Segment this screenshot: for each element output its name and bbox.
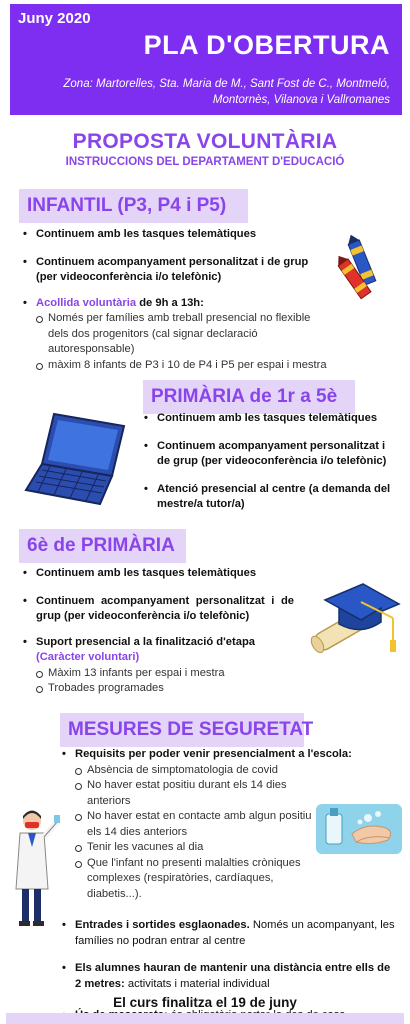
primaria-item-1: • Continuem amb les tasques telemàtiques — [143, 411, 400, 427]
graduation-cap-icon — [305, 574, 403, 660]
primaria-item-3: • Atenció presencial al centre (a demanda del mestre/a tutor/a) — [143, 482, 400, 513]
infantil-acollida-hours: de 9h a 13h: — [136, 296, 204, 309]
crayons-icon — [336, 233, 388, 303]
header-title: PLA D'OBERTURA — [143, 30, 390, 60]
seguretat-entrades: Entrades i sortides esglaonades. — [75, 919, 250, 931]
infantil-acollida: Acollida voluntària — [36, 296, 137, 309]
section-heading-sisena: 6è de PRIMÀRIA — [19, 529, 186, 563]
header-zone-line1: Zona: Martorelles, Sta. Maria de M., Sant Fost de C., Montmeló, — [63, 78, 390, 90]
header-banner — [10, 4, 402, 115]
header-zone-line2: Montornès, Vilanova i Vallromanes — [212, 94, 390, 106]
doctor-icon — [10, 807, 62, 929]
seguretat-distancia-rest: activitats i material individual — [124, 977, 270, 990]
seguretat-sub-3: No haver estat en contacte amb algun positiu els 14 dies anteriors — [75, 809, 315, 840]
infantil-item-3 — [22, 296, 328, 312]
sisena-voluntari: (Caràcter voluntari) — [36, 651, 140, 663]
header-zone — [40, 76, 390, 108]
seguretat-entrades-rest: Només un acompanyant, les famílies no podran entrar al centre — [75, 919, 395, 947]
intro-title: PROPOSTA VOLUNTÀRIA — [72, 130, 338, 153]
infantil-item-1: • Continuem amb les tasques telemàtiques — [22, 227, 328, 243]
seguretat-sub-5: Que l'infant no presenti malalties cròniques complexes (respiratòries, cardíaques, diabetis...). — [75, 856, 315, 903]
infantil-item-2: • Continuem acompanyament personalitzat i de grup (per videoconferència i/o telefònic) — [22, 255, 328, 286]
section-heading-infantil: INFANTIL (P3, P4 i P5) — [19, 189, 248, 223]
seguretat-item-2 — [61, 918, 397, 949]
seguretat-list — [61, 747, 397, 1024]
handwash-icon — [316, 804, 402, 854]
seguretat-distancia: Els alumnes hauran de mantenir una distància entre ells de 2 metres: — [75, 962, 391, 990]
infantil-sub-1: Només per famílies amb treball presencial no flexible dels dos progenitors (cal signar declaració autoresponsable) — [36, 311, 328, 358]
section-heading-primaria: PRIMÀRIA de 1r a 5è — [143, 380, 355, 414]
seguretat-sub-2: No haver estat positiu durant els 14 dies anteriors — [75, 778, 315, 809]
sisena-sub-1: Màxim 13 infants per espai i mestra — [36, 666, 294, 682]
footer-note: El curs finalitza el 19 de juny — [113, 995, 297, 1010]
sisena-suport: Suport presencial a la finalització d'etapa — [36, 635, 256, 648]
sisena-item-1: • Continuem amb les tasques telemàtiques — [22, 566, 294, 582]
seguretat-item-3 — [61, 961, 397, 992]
infantil-sub-2: màxim 8 infants de P3 i 10 de P4 i P5 per espai i mestra — [36, 358, 328, 374]
sisena-sub-2: Trobades programades — [36, 681, 294, 697]
laptop-icon — [20, 408, 132, 508]
infantil-list — [22, 227, 328, 373]
sisena-item-2: • Continuem acompanyament personalitzat i de grup (per videoconferència i/o telefònic) — [22, 594, 294, 625]
sisena-item-3 — [22, 635, 294, 666]
section-heading-seguretat: MESURES DE SEGURETAT — [60, 713, 304, 747]
sisena-list — [22, 566, 294, 697]
seguretat-item-1: • Requisits per poder venir presencialment a l'escola: — [61, 747, 397, 763]
header-date: Juny 2020 — [18, 10, 91, 27]
primaria-list — [143, 411, 400, 513]
seguretat-sub-1: Absència de simptomatologia de covid — [75, 763, 315, 779]
intro-subtitle: INSTRUCCIONS DEL DEPARTAMENT D'EDUCACIÓ — [65, 156, 345, 168]
seguretat-sub-4: Tenir les vacunes al dia — [75, 840, 315, 856]
footer-bar — [6, 1013, 404, 1024]
primaria-item-2: • Continuem acompanyament personalitzat i de grup (per videoconferència i/o telefònic) — [143, 439, 400, 470]
